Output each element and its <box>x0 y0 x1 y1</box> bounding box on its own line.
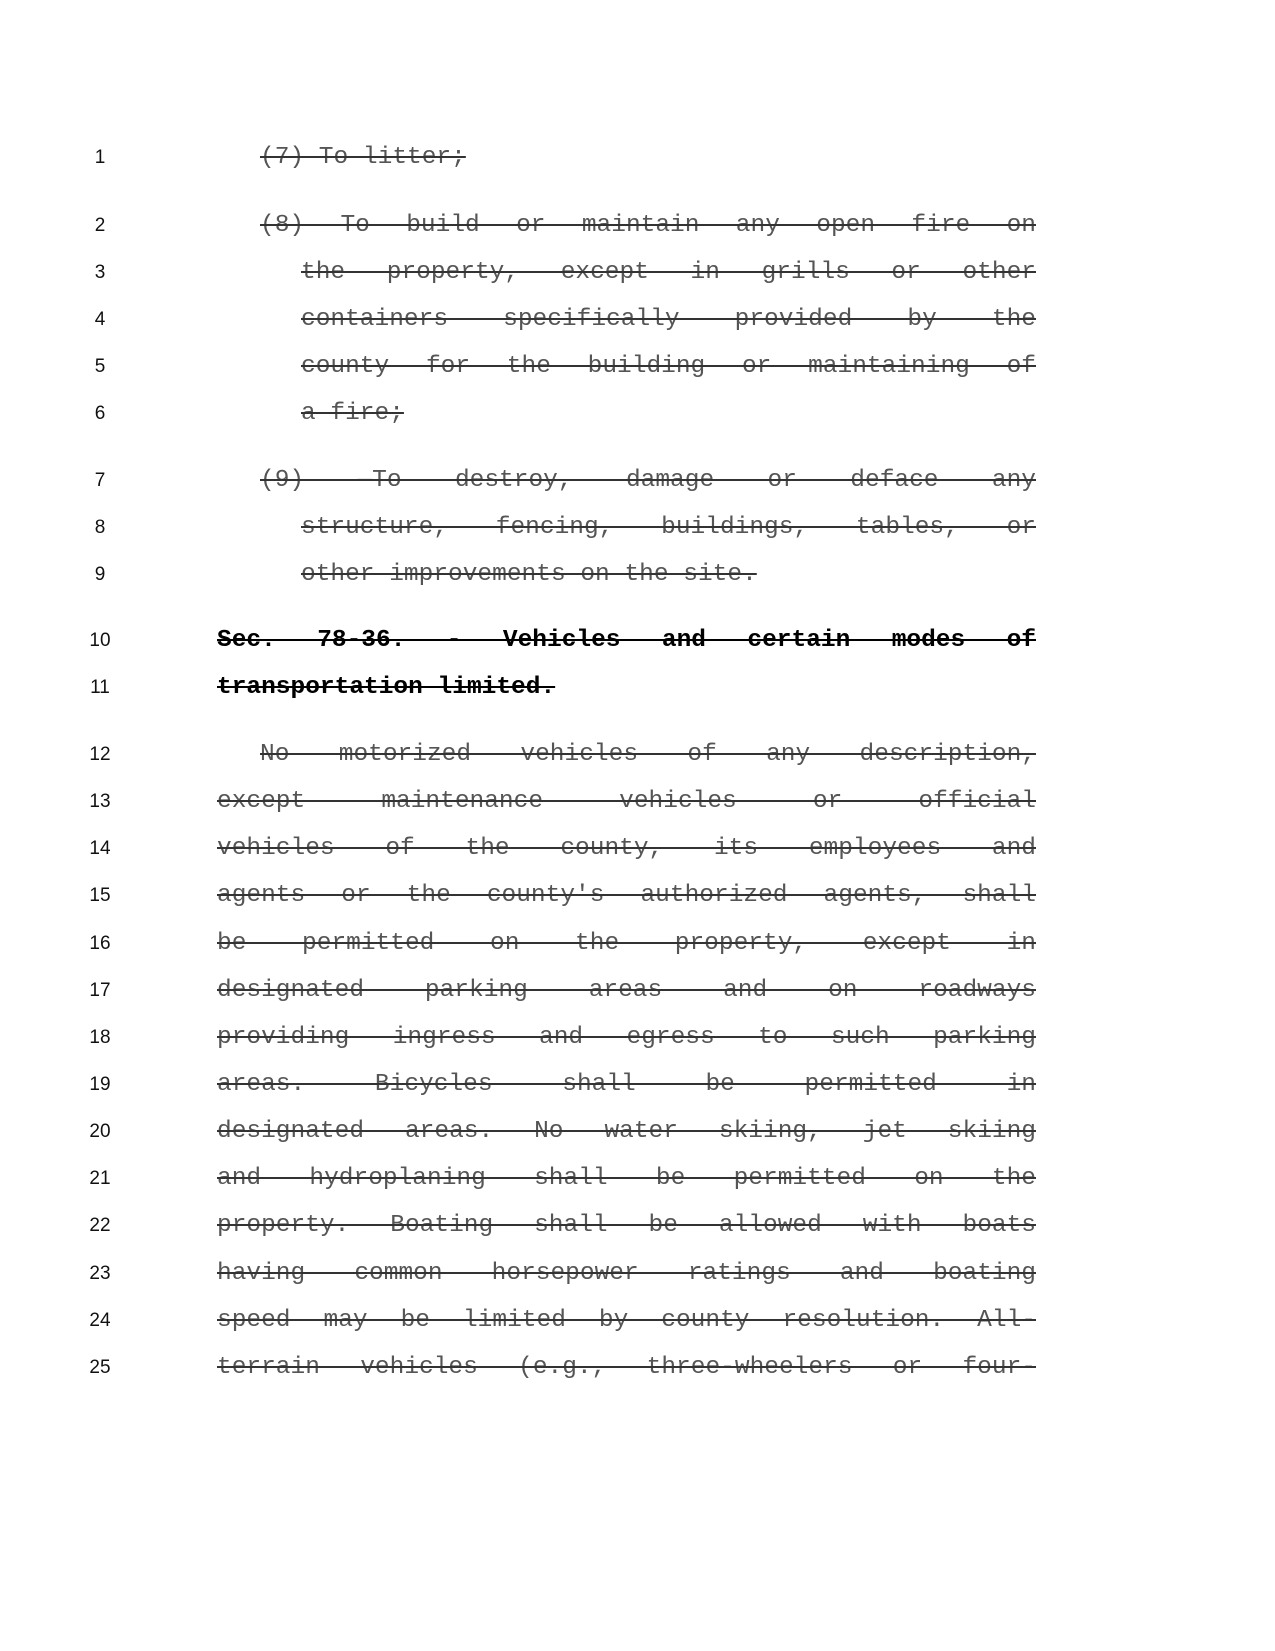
text-line: and hydroplaning shall be permitted on the <box>217 1165 1036 1192</box>
text-line: county for the building or maintaining of <box>301 353 1036 380</box>
text-line: structure, fencing, buildings, tables, or <box>301 514 1036 541</box>
line-number: 23 <box>89 1263 111 1284</box>
line-number: 14 <box>89 838 111 859</box>
text-line: designated areas. No water skiing, jet skiing <box>217 1118 1036 1145</box>
text-line: terrain vehicles (e.g., three-wheelers or four- <box>217 1354 1036 1381</box>
line-number: 2 <box>94 215 106 236</box>
line-number: 19 <box>89 1074 111 1095</box>
line-number: 16 <box>89 933 111 954</box>
text-line: having common horsepower ratings and boating <box>217 1260 1036 1287</box>
text-line: a fire; <box>301 400 404 427</box>
text-line: (7) To litter; <box>260 144 466 171</box>
line-number: 6 <box>94 403 106 424</box>
text-line: (8) To build or maintain any open fire on <box>260 212 1036 239</box>
section-heading: Sec. 78-36. - Vehicles and certain modes of <box>217 627 1036 654</box>
line-number: 8 <box>94 517 106 538</box>
line-number: 9 <box>94 564 106 585</box>
line-number: 18 <box>89 1027 111 1048</box>
line-number: 21 <box>89 1168 111 1189</box>
section-heading: transportation limited. <box>217 674 556 701</box>
line-number: 5 <box>94 356 106 377</box>
line-number: 13 <box>89 791 111 812</box>
line-number: 7 <box>94 470 106 491</box>
text-line: except maintenance vehicles or official <box>217 788 1036 815</box>
line-number: 25 <box>89 1357 111 1378</box>
text-line: areas. Bicycles shall be permitted in <box>217 1071 1036 1098</box>
line-number: 17 <box>89 980 111 1001</box>
line-number: 10 <box>89 630 111 651</box>
text-line: vehicles of the county, its employees and <box>217 835 1036 862</box>
text-line: containers specifically provided by the <box>301 306 1036 333</box>
line-number: 24 <box>89 1310 111 1331</box>
line-number: 12 <box>89 744 111 765</box>
text-line: No motorized vehicles of any description, <box>260 741 1036 768</box>
line-number: 22 <box>89 1215 111 1236</box>
text-line: property. Boating shall be allowed with boats <box>217 1212 1036 1239</box>
text-line: other improvements on the site. <box>301 561 757 588</box>
line-number: 15 <box>89 885 111 906</box>
line-number: 4 <box>94 309 106 330</box>
text-line: agents or the county's authorized agents, shall <box>217 882 1036 909</box>
text-line: be permitted on the property, except in <box>217 930 1036 957</box>
text-line: providing ingress and egress to such parking <box>217 1024 1036 1051</box>
line-number: 3 <box>94 262 106 283</box>
line-number: 20 <box>89 1121 111 1142</box>
line-number: 1 <box>94 147 106 168</box>
text-line: designated parking areas and on roadways <box>217 977 1036 1004</box>
text-line: speed may be limited by county resolution. All- <box>217 1307 1036 1334</box>
text-line: the property, except in grills or other <box>301 259 1036 286</box>
text-line: (9) —To destroy, damage or deface any <box>260 467 1036 494</box>
line-number: 11 <box>90 677 110 698</box>
